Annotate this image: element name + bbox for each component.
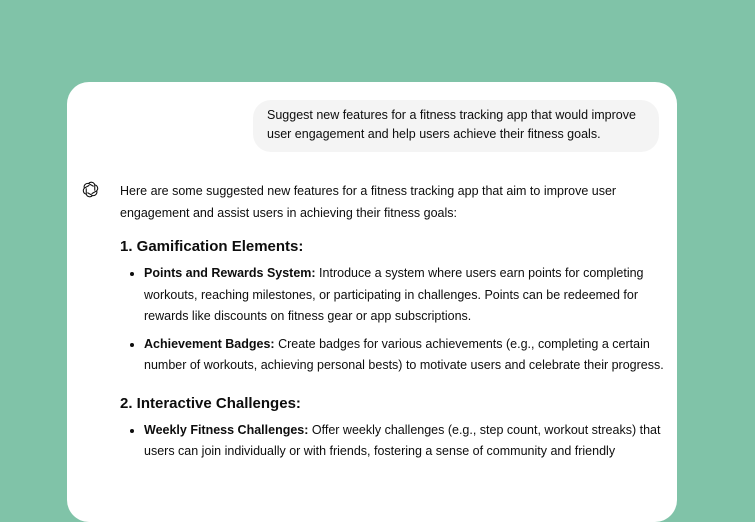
feature-description: Offer weekly challenges (e.g., step count, workout streaks) that users can join individually or with friends, fostering a sense of community and friendly	[144, 422, 661, 458]
assistant-message	[120, 181, 665, 469]
feature-description: Create badges for various achievements (e.g., completing a certain number of workouts, achieving personal bests) to motivate users and celebrate their progress.	[144, 336, 664, 372]
section-heading-gamification: 1. Gamification Elements:	[120, 238, 304, 255]
user-message-bubble	[253, 100, 659, 152]
list-item	[144, 420, 665, 463]
feature-title: Weekly Fitness Challenges:	[144, 422, 309, 437]
feature-list-challenges	[120, 420, 665, 463]
feature-title: Achievement Badges:	[144, 336, 275, 351]
feature-list-gamification	[120, 263, 665, 377]
feature-description: Introduce a system where users earn points for completing workouts, reaching milestones, or participating in challenges. Points can be redeemed for rewards like discounts on fitness gear or app subscriptions.	[144, 266, 644, 323]
user-message-text: Suggest new features for a fitness tracking app that would improve user engagement and help users achieve their fitness goals.	[267, 108, 636, 141]
chat-card	[67, 82, 677, 522]
list-item	[144, 334, 665, 377]
feature-title: Points and Rewards System:	[144, 266, 316, 280]
list-item	[144, 263, 665, 328]
section-heading-challenges: 2. Interactive Challenges:	[120, 394, 301, 412]
openai-logo-icon	[80, 179, 100, 199]
assistant-intro: Here are some suggested new features for a fitness tracking app that aim to improve user engagement and assist users in achieving their fitness goals:	[120, 184, 617, 220]
